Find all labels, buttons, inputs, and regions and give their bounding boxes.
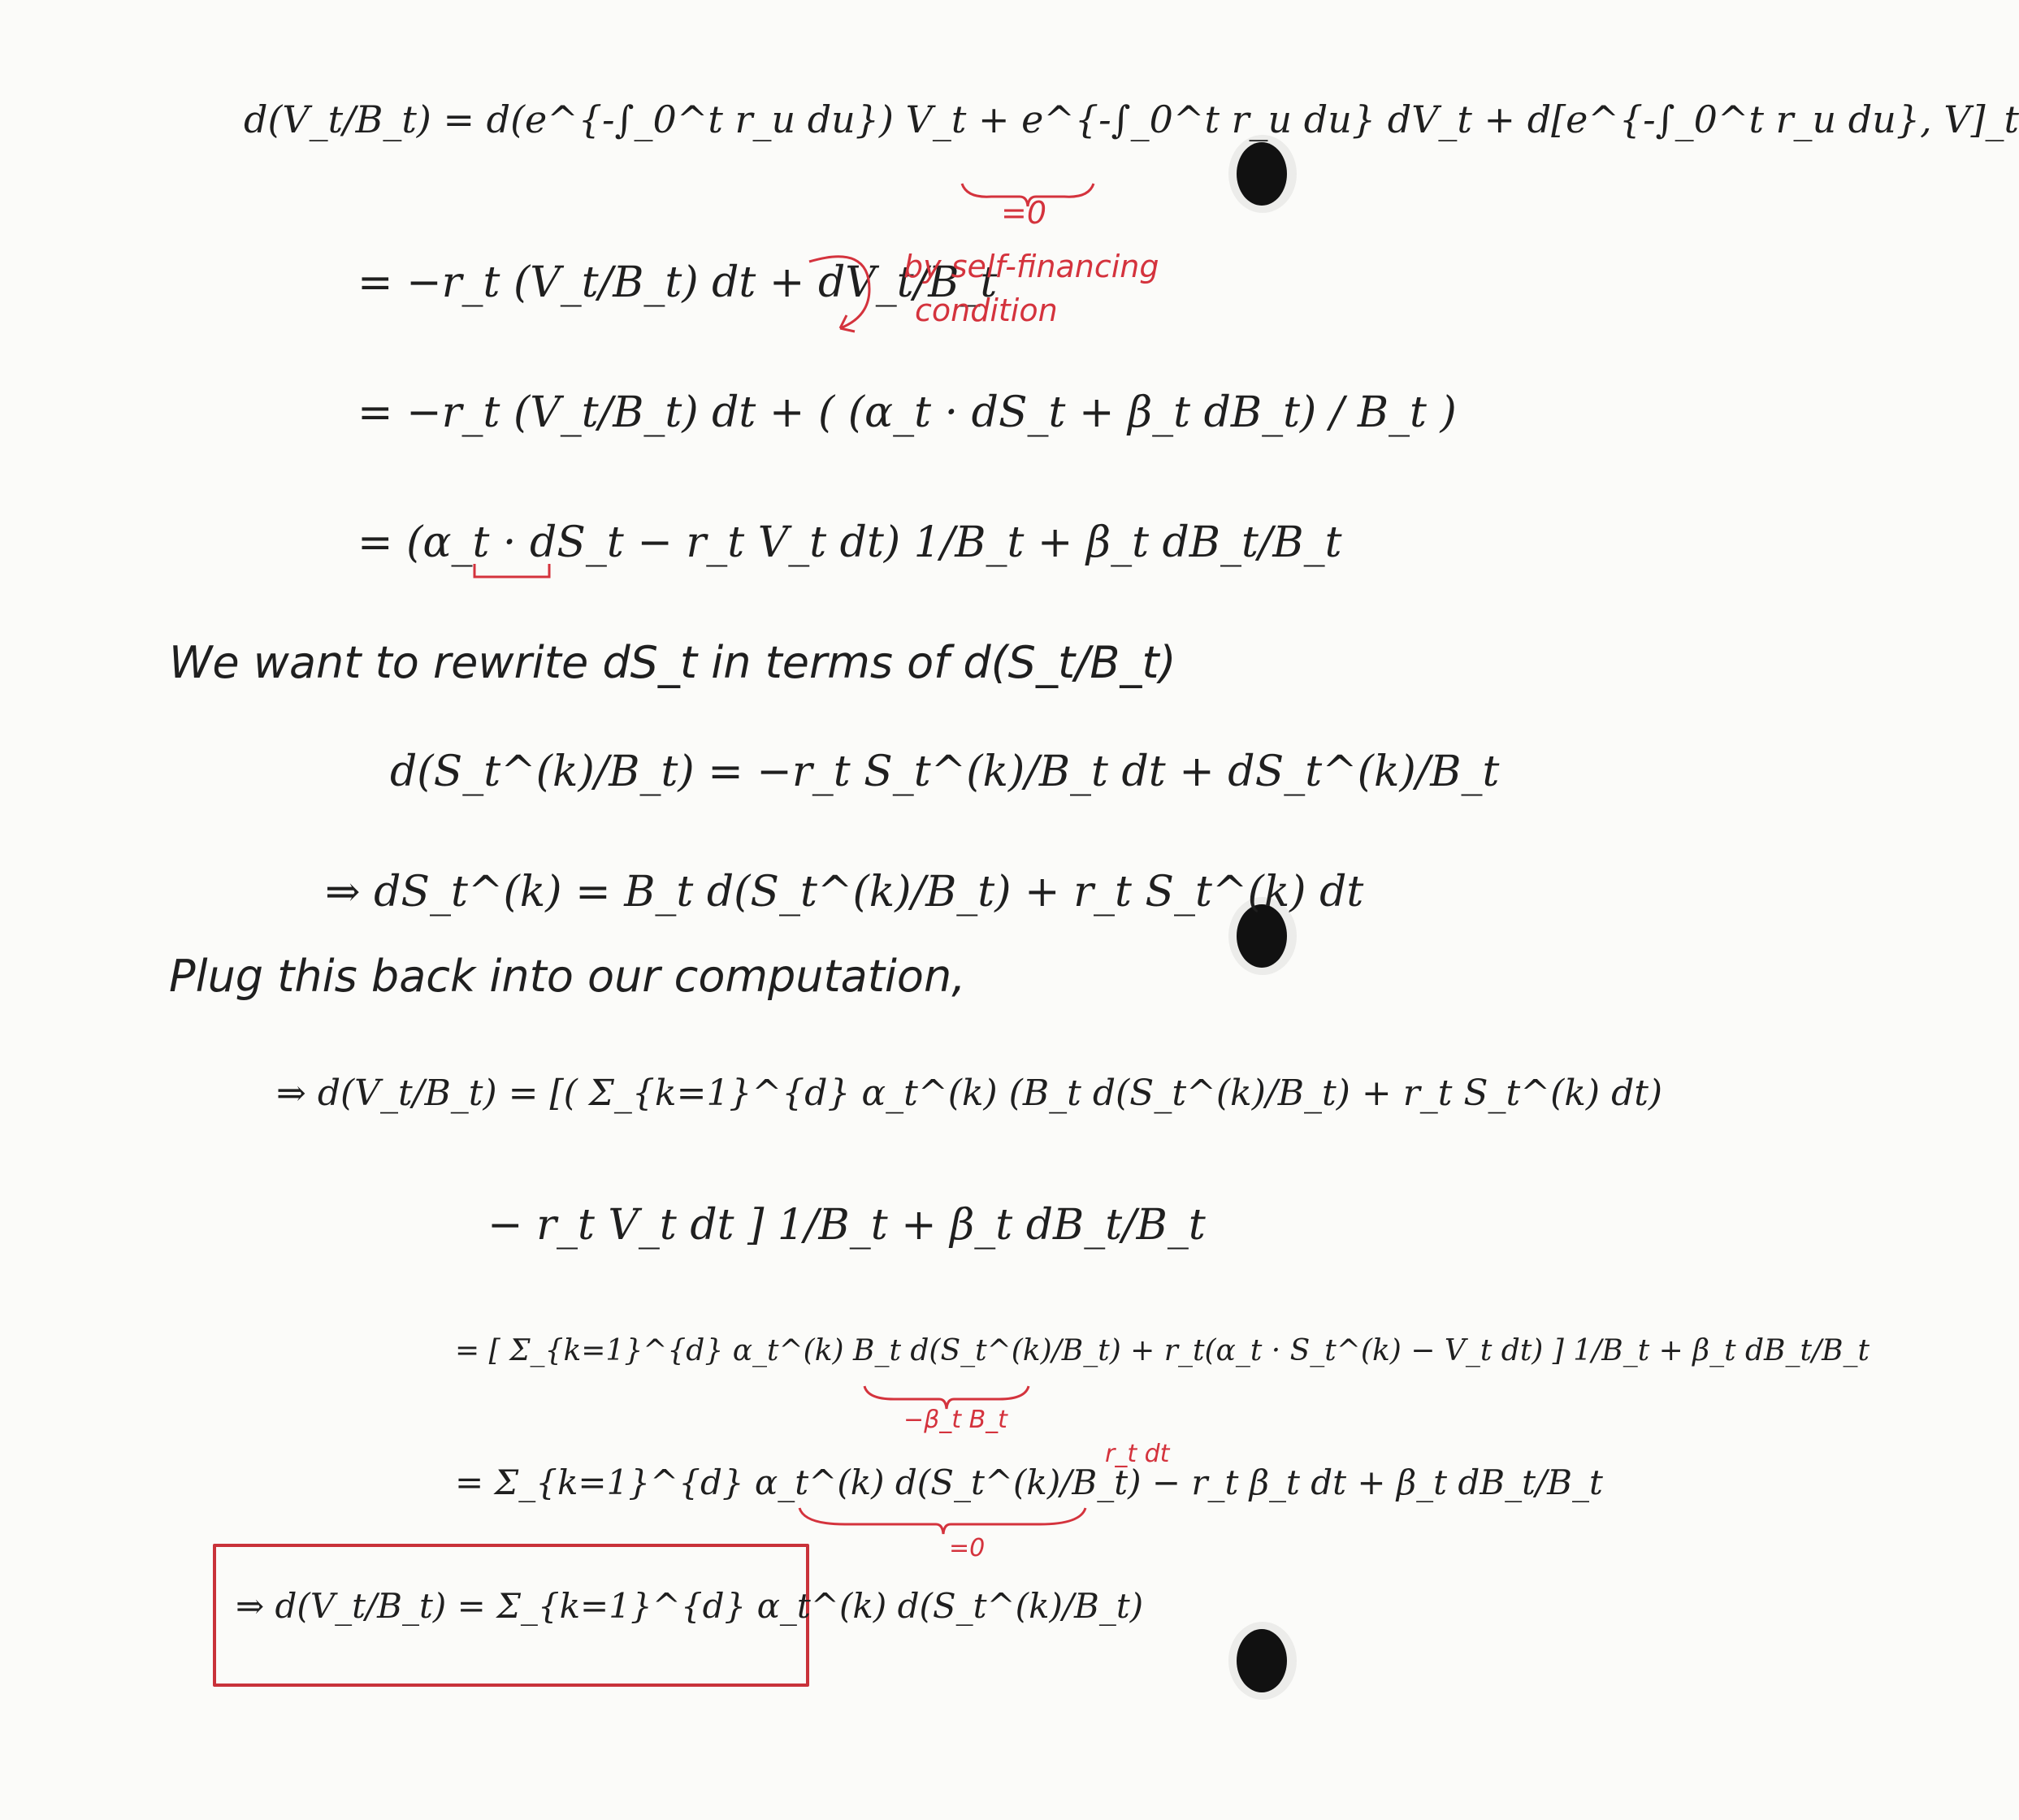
boxed-result-equation: ⇒ d(V_t/B_t) = Σ_{k=1}^{d} α_t^(k) d(S_t^(k)/B_t) <box>236 1586 1144 1626</box>
underbrace-cancel <box>796 1503 1089 1536</box>
equation-line-8: − r_t V_t dt ] 1/B_t + β_t dB_t/B_t <box>487 1201 1206 1250</box>
equation-line-5: d(S_t^(k)/B_t) = −r_t S_t^(k)/B_t dt + dS_t^(k)/B_t <box>390 748 1500 796</box>
equation-line-7: ⇒ d(V_t/B_t) = [( Σ_{k=1}^{d} α_t^(k) (B_t d(S_t^(k)/B_t) + r_t S_t^(k) dt) <box>276 1072 1663 1114</box>
equation-line-3: = −r_t (V_t/B_t) dt + ( (α_t · dS_t + β_t dB_t) / B_t ) <box>357 388 1457 437</box>
equation-line-2: = −r_t (V_t/B_t) dt + dV_t/B_t <box>357 258 998 307</box>
prose-line-plug: Plug this back into our computation, <box>169 951 966 1002</box>
equation-line-9: = [ Σ_{k=1}^{d} α_t^(k) B_t d(S_t^(k)/B_t) + r_t(α_t · S_t^(k) − V_t dt) ] 1/B_t + β_t dB_t/B_t <box>455 1334 1870 1367</box>
annotation-r-dt: r_t dt <box>1105 1440 1170 1468</box>
punch-hole-bottom <box>1237 1629 1287 1692</box>
annotation-self-financing-1: by self-financing <box>903 249 1159 284</box>
equation-line-10: = Σ_{k=1}^{d} α_t^(k) d(S_t^(k)/B_t) − r_t β_t dt + β_t dB_t/B_t <box>455 1462 1603 1502</box>
annotation-zero-2: =0 <box>949 1534 986 1562</box>
equation-line-4: = (α_t · dS_t − r_t V_t dt) 1/B_t + β_t dB_t/B_t <box>357 518 1342 567</box>
equation-line-6: ⇒ dS_t^(k) = B_t d(S_t^(k)/B_t) + r_t S_t^(k) dt <box>325 868 1364 916</box>
prose-line-rewrite: We want to rewrite dS_t in terms of d(S_t/B_t) <box>169 637 1176 688</box>
self-financing-arrow <box>804 244 894 341</box>
punch-hole-top <box>1237 142 1287 206</box>
annotation-self-financing-2: condition <box>915 292 1058 328</box>
equation-line-1: d(V_t/B_t) = d(e^{-∫_0^t r_u du}) V_t + e^{-∫_0^t r_u du} dV_t + d[e^{-∫_0^t r_u du}, V]_t <box>244 98 2019 141</box>
annotation-minus-beta-B: −β_t B_t <box>903 1406 1007 1434</box>
underline-dS <box>471 561 552 582</box>
annotation-zero-1: =0 <box>1001 195 1047 231</box>
